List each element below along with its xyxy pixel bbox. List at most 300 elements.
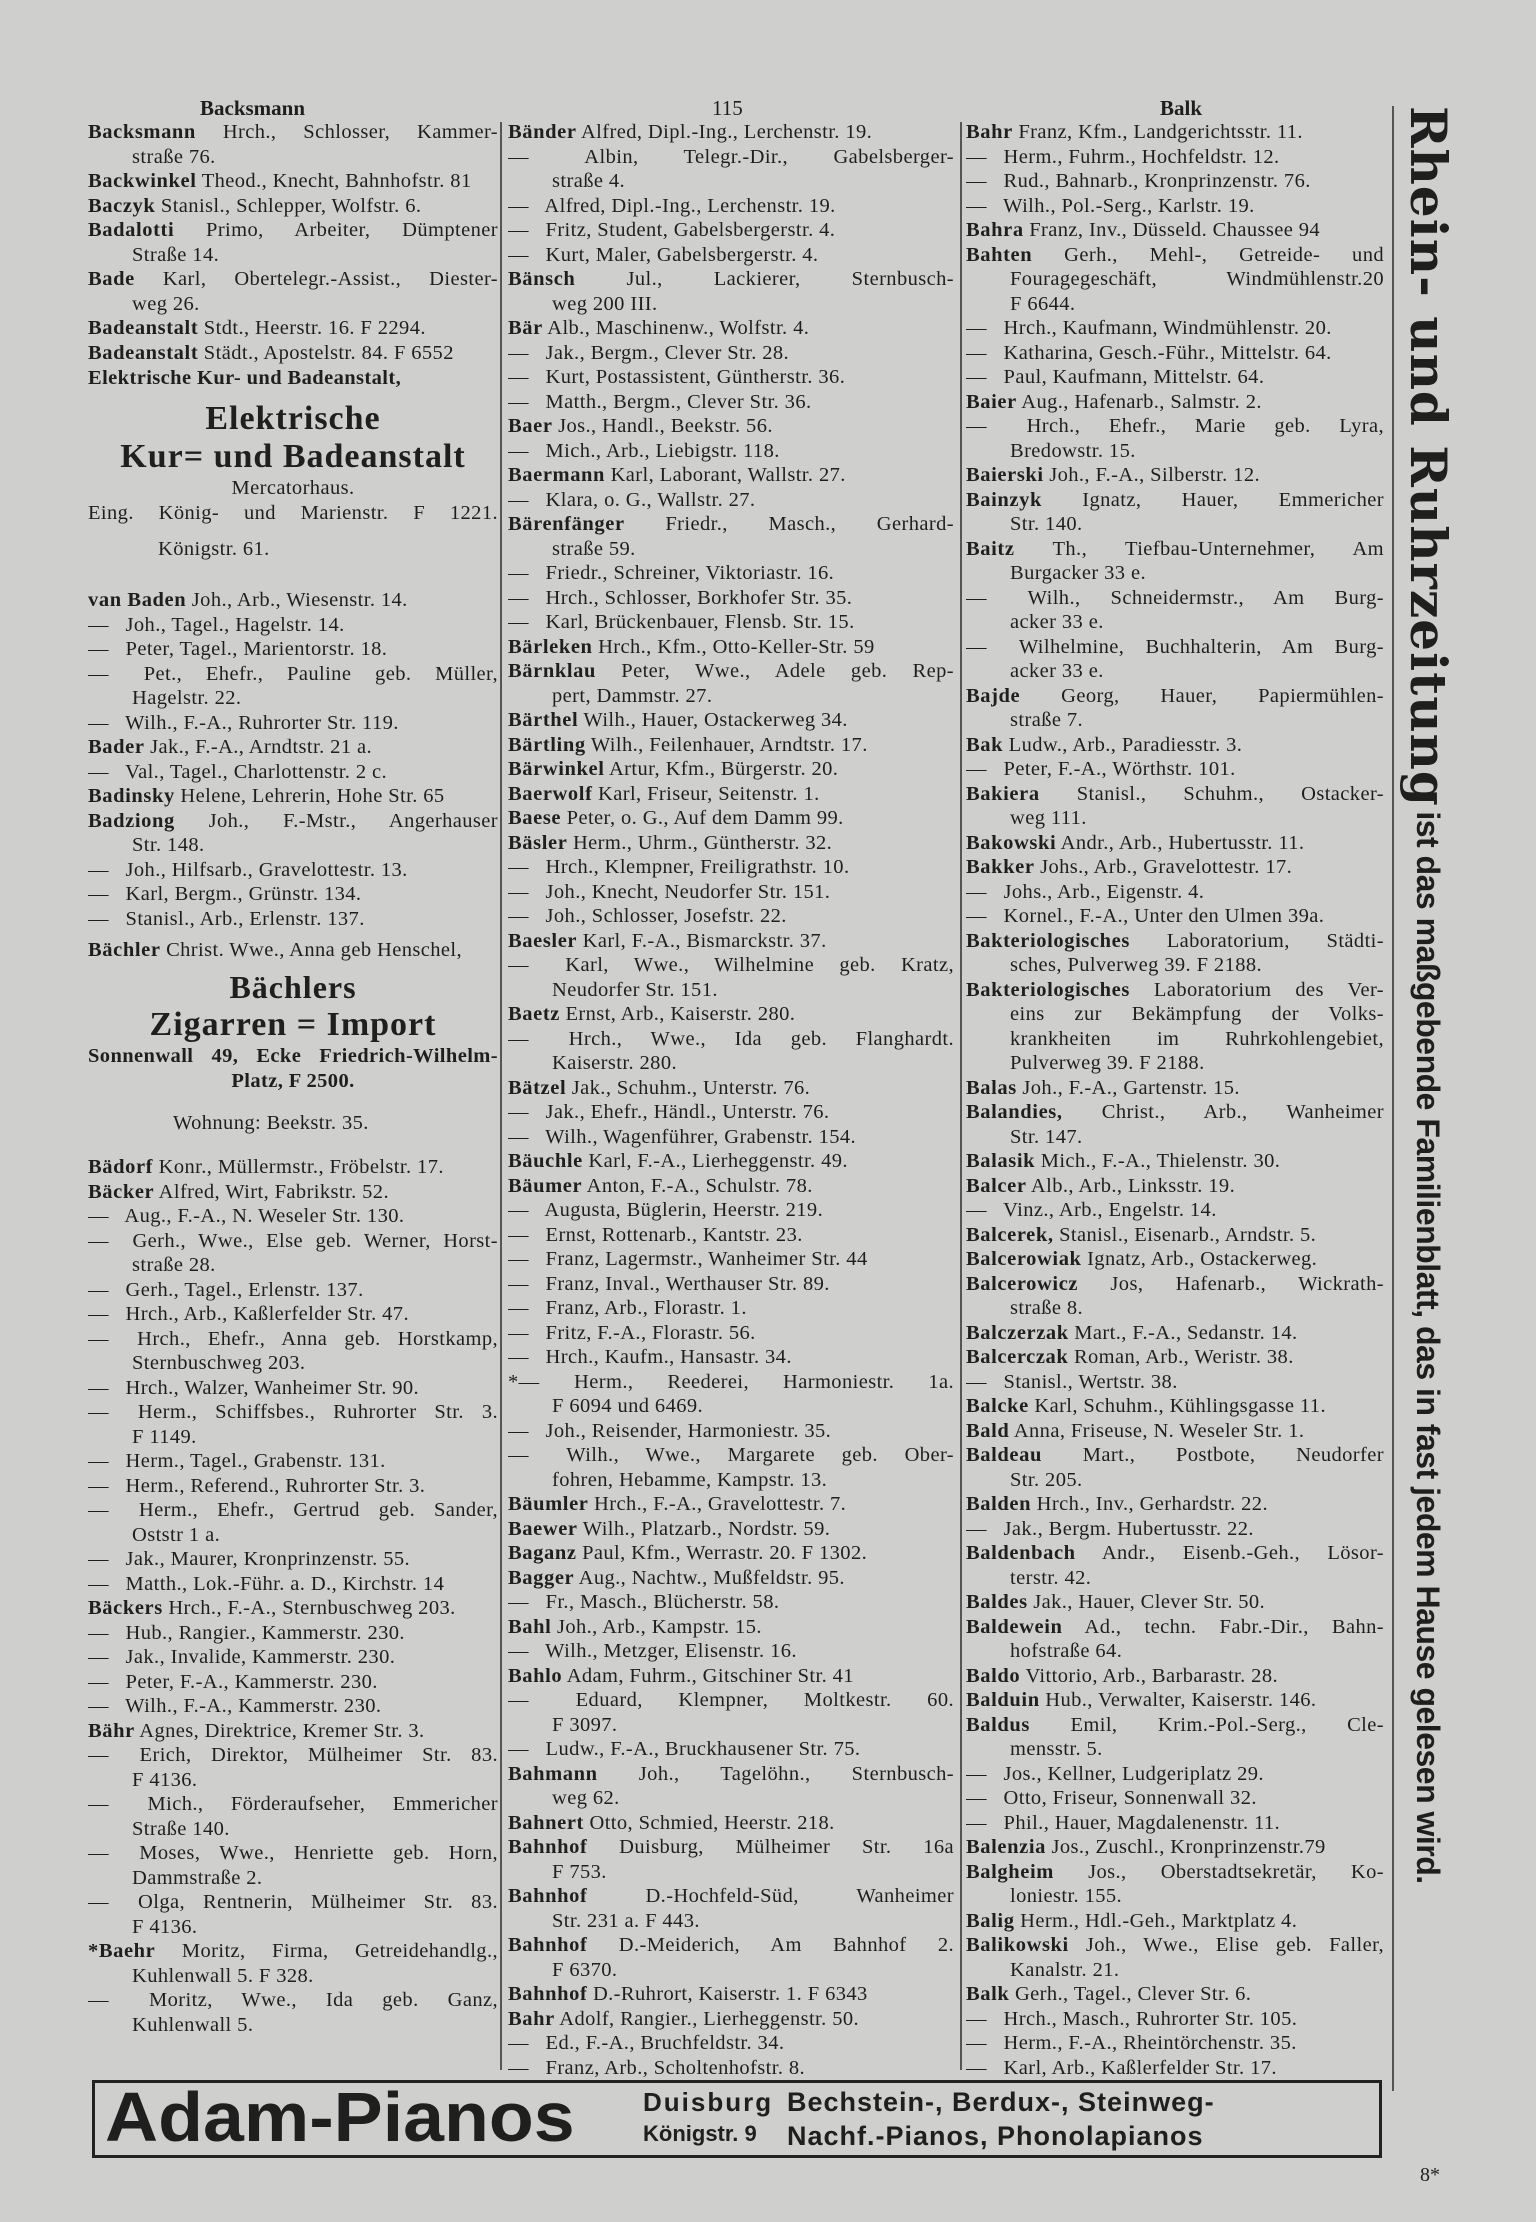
directory-entry bbox=[508, 194, 954, 219]
entry-line bbox=[508, 1811, 954, 1836]
directory-entry bbox=[88, 341, 498, 366]
directory-entry bbox=[966, 684, 1384, 733]
entry-text: F 3097. bbox=[552, 1713, 618, 1736]
ditto-dash: — bbox=[88, 1572, 109, 1595]
entry-text: Mart., F.-A., Sedanstr. 14. bbox=[1074, 1321, 1298, 1344]
entry-line bbox=[966, 708, 1384, 733]
entry-line bbox=[88, 1547, 498, 1572]
entry-name: Bärtling bbox=[508, 733, 586, 756]
entry-line bbox=[966, 1884, 1384, 1909]
directory-entry bbox=[508, 1835, 954, 1884]
ditto-dash: — bbox=[508, 1738, 529, 1760]
ditto-dash: — bbox=[508, 1223, 529, 1246]
entry-text: Fritz, Student, Gabelsbergerstr. 4. bbox=[545, 219, 836, 241]
entry-text: Stanisl., Wertstr. 38. bbox=[1003, 1370, 1178, 1393]
entry-line bbox=[966, 1468, 1384, 1493]
entry-line bbox=[508, 365, 954, 390]
entry-line bbox=[966, 2031, 1384, 2056]
entry-line bbox=[966, 1737, 1384, 1762]
entry-text: Wilh., Hauer, Ostackerweg 34. bbox=[583, 709, 848, 731]
directory-entry bbox=[966, 2031, 1384, 2056]
entry-line bbox=[508, 1174, 954, 1199]
directory-entry bbox=[508, 1223, 954, 1248]
entry-line bbox=[508, 1419, 954, 1444]
entry-text: F 753. bbox=[552, 1860, 607, 1883]
entry-text: Karl, Bergm., Grünstr. 134. bbox=[125, 883, 362, 905]
ditto-dash: — bbox=[508, 1444, 529, 1466]
entry-text: D.-Meiderich, Am Bahnhof 2. bbox=[618, 1934, 954, 1956]
entry-text: Theod., Knecht, Bahnhofstr. 81 bbox=[201, 170, 472, 192]
ditto-dash: — bbox=[88, 1229, 109, 1252]
entry-name: Baer bbox=[508, 415, 553, 437]
directory-entry bbox=[88, 1204, 498, 1229]
entry-name: Bärthel bbox=[508, 709, 579, 731]
entry-text: Jos., Oberstadtsekretär, Ko- bbox=[1088, 1860, 1384, 1883]
entry-text: Franz, Arb., Scholtenhofstr. 8. bbox=[545, 2056, 806, 2079]
directory-entry bbox=[508, 488, 954, 513]
directory-entry bbox=[966, 1223, 1384, 1248]
entry-line bbox=[88, 1964, 498, 1989]
entry-text: Wilh., F.-A., Kammerstr. 230. bbox=[125, 1695, 382, 1717]
column-2 bbox=[508, 120, 954, 2080]
entry-line bbox=[966, 929, 1384, 954]
directory-entry bbox=[508, 904, 954, 929]
entry-line bbox=[508, 1468, 954, 1493]
ditto-dash: — bbox=[88, 1695, 109, 1717]
entry-line bbox=[88, 1376, 498, 1401]
entry-text: Otto, Friseur, Sonnenwall 32. bbox=[1003, 1787, 1257, 1809]
directory-entry bbox=[508, 659, 954, 708]
entry-name: Bärenfänger bbox=[508, 513, 625, 535]
entry-text: Duisburg, Mülheimer Str. 16a bbox=[619, 1836, 954, 1858]
entry-line bbox=[966, 806, 1384, 831]
entry-line bbox=[88, 267, 498, 292]
directory-entry bbox=[966, 537, 1384, 586]
entry-text: Dammstraße 2. bbox=[132, 1866, 263, 1889]
entry-line bbox=[966, 635, 1384, 660]
directory-entry bbox=[88, 1180, 498, 1205]
entry-text: Hrch., Ehefr., Marie geb. Lyra, bbox=[1026, 415, 1384, 437]
entry-line bbox=[508, 635, 954, 660]
ditto-dash: — bbox=[508, 1248, 529, 1270]
entry-text: Alfred, Dipl.-Ing., Lerchenstr. 19. bbox=[544, 194, 836, 217]
ditto-dash: — bbox=[88, 1450, 109, 1472]
entry-line bbox=[966, 733, 1384, 758]
ditto-dash: — bbox=[88, 1376, 109, 1399]
entry-name: Bak bbox=[966, 733, 1004, 756]
entry-line bbox=[508, 1639, 954, 1664]
directory-entry bbox=[508, 1443, 954, 1492]
entry-line bbox=[508, 1002, 954, 1027]
directory-entry bbox=[508, 1247, 954, 1272]
entry-text: Wilh., Metzger, Elisenstr. 16. bbox=[545, 1640, 797, 1662]
advert-address: Sonnenwall 49, Ecke Friedrich-Wilhelm- bbox=[88, 1045, 498, 1067]
directory-entry bbox=[508, 1419, 954, 1444]
entry-text: krankheiten im Ruhrkohlengebiet, bbox=[1010, 1027, 1384, 1050]
entry-text: Emil, Krim.-Pol.-Serg., Cle- bbox=[1070, 1713, 1384, 1736]
directory-entry bbox=[88, 809, 498, 858]
ditto-dash: — bbox=[966, 366, 987, 388]
entry-line bbox=[88, 1890, 498, 1915]
entry-text: Neudorfer Str. 151. bbox=[552, 978, 718, 1001]
directory-entry bbox=[966, 1149, 1384, 1174]
entry-text: Mich., Arb., Liebigstr. 118. bbox=[545, 439, 780, 462]
entry-name: Baldes bbox=[966, 1591, 1028, 1613]
entry-line bbox=[88, 1523, 498, 1548]
entry-text: Hrch., Kaufmann, Windmühlenstr. 20. bbox=[1003, 317, 1332, 339]
entry-line bbox=[508, 341, 954, 366]
entry-name: Bader bbox=[88, 736, 145, 758]
ditto-dash: — bbox=[966, 194, 987, 217]
entry-line bbox=[966, 2007, 1384, 2032]
ditto-dash: — bbox=[966, 880, 987, 903]
entry-text: Joh., F.-A., Silberstr. 12. bbox=[1049, 464, 1260, 486]
entry-line bbox=[508, 1345, 954, 1370]
entry-text: Fr., Masch., Blücherstr. 58. bbox=[545, 1591, 780, 1613]
directory-entry bbox=[508, 243, 954, 268]
entry-text: Jak., Maurer, Kronprinzenstr. 55. bbox=[125, 1548, 411, 1570]
entry-line bbox=[966, 439, 1384, 464]
entry-name: Bahlo bbox=[508, 1664, 563, 1687]
entry-name: Bänsch bbox=[508, 268, 576, 290]
entry-line bbox=[88, 858, 498, 883]
entry-text: Ludw., F.-A., Bruckhausener Str. 75. bbox=[545, 1738, 861, 1760]
entry-text: Karl, F.-A., Lierheggenstr. 49. bbox=[588, 1150, 848, 1172]
entry-text: Alfred, Dipl.-Ing., Lerchenstr. 19. bbox=[580, 121, 873, 143]
entry-line bbox=[508, 1884, 954, 1909]
column-1-part-3 bbox=[88, 1155, 498, 2037]
entry-line bbox=[966, 120, 1384, 145]
entry-text: Aug., Nachtw., Mußfeldstr. 95. bbox=[578, 1566, 845, 1589]
entry-line bbox=[508, 218, 954, 243]
entry-name: Bätzel bbox=[508, 1076, 567, 1099]
entry-line bbox=[508, 708, 954, 733]
entry-text: Karl, Arb., Kaßlerfelder Str. 17. bbox=[1003, 2056, 1277, 2079]
entry-line bbox=[88, 2013, 498, 2038]
entry-line bbox=[966, 1394, 1384, 1419]
entry-line bbox=[88, 1768, 498, 1793]
entry-line bbox=[966, 1664, 1384, 1689]
entry-text: Friedr., Schreiner, Viktoriastr. 16. bbox=[545, 562, 835, 584]
entry-line bbox=[508, 659, 954, 684]
ditto-dash: — bbox=[508, 2032, 529, 2054]
directory-entry bbox=[508, 218, 954, 243]
entry-line bbox=[508, 1517, 954, 1542]
entry-line bbox=[966, 1051, 1384, 1076]
ditto-dash: — bbox=[88, 883, 109, 905]
entry-name: Balasik bbox=[966, 1150, 1036, 1172]
entry-name: Bäsler bbox=[508, 831, 568, 854]
directory-entry bbox=[508, 757, 954, 782]
entry-name: Balandies, bbox=[966, 1101, 1063, 1123]
entry-name: Balikowski bbox=[966, 1934, 1069, 1956]
entry-text: Kanalstr. 21. bbox=[1010, 1958, 1120, 1981]
entry-name: Badeanstalt bbox=[88, 341, 199, 364]
entry-text: Joh., Schlosser, Josefstr. 22. bbox=[545, 905, 787, 927]
entry-line bbox=[508, 1198, 954, 1223]
directory-entry bbox=[508, 831, 954, 856]
directory-entry bbox=[508, 145, 954, 194]
directory-entry bbox=[88, 735, 498, 760]
entry-text: Kaiserstr. 280. bbox=[552, 1052, 677, 1074]
entry-text: Jak., Invalide, Kammerstr. 230. bbox=[125, 1646, 396, 1668]
entry-text: Hrch., F.-A., Sternbuschweg 203. bbox=[168, 1597, 456, 1619]
entry-text: Hrch., Wwe., Ida geb. Flanghardt. bbox=[568, 1027, 954, 1050]
entry-line bbox=[508, 831, 954, 856]
entry-text: Herm., F.-A., Rheintörchenstr. 35. bbox=[1003, 2032, 1297, 2054]
ditto-dash: — bbox=[966, 1811, 987, 1834]
entry-text: Herm., Referend., Ruhrorter Str. 3. bbox=[125, 1474, 426, 1497]
entry-text: Andr., Eisenb.-Geh., Lösor- bbox=[1101, 1542, 1384, 1564]
directory-entry bbox=[508, 316, 954, 341]
entry-text: Christ. Wwe., Anna geb Henschel, bbox=[166, 939, 463, 961]
entry-text: Herm., Reederei, Harmoniestr. 1a. bbox=[574, 1370, 954, 1393]
notice-elektrische: Elektrische Kur- und Badeanstalt, bbox=[88, 367, 402, 389]
entry-text: Hrch., Inv., Gerhardstr. 22. bbox=[1036, 1493, 1268, 1515]
entry-line bbox=[508, 684, 954, 709]
entry-name: Bakiera bbox=[966, 782, 1040, 805]
directory-entry bbox=[966, 1615, 1384, 1664]
directory-entry bbox=[508, 806, 954, 831]
entry-text: Jul., Lackierer, Sternbusch- bbox=[626, 268, 954, 290]
entry-name: Balcerowicz bbox=[966, 1272, 1079, 1295]
directory-entry bbox=[966, 145, 1384, 170]
directory-entry bbox=[508, 1688, 954, 1737]
entry-text: Gerh., Mehl-, Getreide- und bbox=[1064, 243, 1384, 266]
directory-entry bbox=[966, 978, 1384, 1076]
entry-line bbox=[508, 880, 954, 905]
entry-name: Backsmann bbox=[88, 121, 196, 143]
directory-entry bbox=[966, 1100, 1384, 1149]
entry-name: Bärleken bbox=[508, 635, 593, 658]
ditto-dash: — bbox=[508, 390, 529, 413]
entry-text: Hrch., Kfm., Otto-Keller-Str. 59 bbox=[598, 635, 875, 658]
entry-text: Städt., Apostelstr. 84. F 6552 bbox=[203, 341, 454, 364]
directory-entry bbox=[508, 1933, 954, 1982]
entry-line bbox=[88, 1719, 498, 1744]
entry-line bbox=[88, 218, 498, 243]
entry-line bbox=[966, 1174, 1384, 1199]
advert-title: Kur= und Badeanstalt bbox=[120, 438, 466, 475]
entry-name: Bahmann bbox=[508, 1762, 598, 1785]
directory-entry bbox=[966, 414, 1384, 463]
entry-text: Str. 205. bbox=[1010, 1468, 1083, 1491]
entry-name: Bahl bbox=[508, 1615, 552, 1638]
ditto-dash: — bbox=[508, 562, 529, 584]
directory-entry bbox=[88, 1596, 498, 1621]
directory-entry bbox=[88, 1670, 498, 1695]
entry-line bbox=[88, 1939, 498, 1964]
entry-line bbox=[88, 1351, 498, 1376]
ditto-dash: — bbox=[966, 758, 987, 780]
entry-text: Agnes, Direktrice, Kremer Str. 3. bbox=[139, 1719, 425, 1742]
entry-line bbox=[508, 267, 954, 292]
entry-line bbox=[508, 463, 954, 488]
entry-text: Gerh., Tagel., Erlenstr. 137. bbox=[125, 1278, 364, 1301]
entry-text: Hub., Verwalter, Kaiserstr. 146. bbox=[1045, 1689, 1317, 1711]
entry-text: Ignatz, Hauer, Emmericher bbox=[1082, 488, 1384, 511]
entry-text: Moritz, Firma, Getreidehandlg., bbox=[181, 1940, 498, 1962]
directory-entry bbox=[508, 1149, 954, 1174]
directory-entry bbox=[966, 757, 1384, 782]
ditto-dash: — bbox=[966, 1199, 987, 1221]
directory-entry bbox=[508, 929, 954, 954]
advert-baechlers bbox=[88, 968, 498, 1136]
entry-name: Badeanstalt bbox=[88, 317, 199, 339]
entry-text: Val., Tagel., Charlottenstr. 2 c. bbox=[125, 760, 388, 783]
entry-line bbox=[966, 1321, 1384, 1346]
entry-text: D.-Hochfeld-Süd, Wanheimer bbox=[645, 1885, 954, 1907]
ditto-dash: — bbox=[88, 1670, 109, 1693]
entry-text: Hrch., Schlosser, Borkhofer Str. 35. bbox=[545, 586, 853, 609]
entry-text: Eduard, Klempner, Moltkestr. 60. bbox=[575, 1689, 954, 1711]
entry-name: Bärwinkel bbox=[508, 758, 605, 780]
entry-line bbox=[508, 1027, 954, 1052]
entry-name: Bahnert bbox=[508, 1811, 584, 1834]
ditto-dash: — bbox=[88, 711, 109, 734]
entry-line bbox=[966, 1198, 1384, 1223]
directory-entry bbox=[508, 1100, 954, 1125]
entry-line bbox=[88, 120, 498, 145]
entry-line bbox=[508, 904, 954, 929]
entry-text: Anton, F.-A., Schulstr. 78. bbox=[586, 1174, 813, 1197]
entry-line bbox=[966, 1370, 1384, 1395]
directory-entry bbox=[88, 1474, 498, 1499]
advert-home: Wohnung: Beekstr. 35. bbox=[173, 1112, 369, 1134]
entry-line bbox=[966, 1419, 1384, 1444]
entry-line bbox=[88, 1817, 498, 1842]
entry-text: Ignatz, Arb., Ostackerweg. bbox=[1087, 1248, 1318, 1270]
entry-text: Hrch., Schlosser, Kammer- bbox=[222, 121, 498, 143]
entry-line bbox=[88, 1180, 498, 1205]
entry-name: Balk bbox=[966, 1983, 1010, 2005]
entry-text: F 6094 und 6469. bbox=[552, 1395, 704, 1417]
directory-entry bbox=[88, 711, 498, 736]
entry-line bbox=[966, 1125, 1384, 1150]
directory-entry bbox=[966, 1370, 1384, 1395]
entry-line bbox=[88, 686, 498, 711]
entry-text: Karl, F.-A., Bismarckstr. 37. bbox=[582, 929, 827, 952]
directory-entry bbox=[508, 708, 954, 733]
entry-text: Matth., Bergm., Clever Str. 36. bbox=[545, 390, 812, 413]
ditto-dash: — bbox=[508, 1125, 529, 1148]
directory-entry bbox=[508, 1370, 954, 1419]
ditto-dash: — bbox=[88, 1278, 109, 1301]
ditto-dash: — bbox=[508, 1689, 529, 1711]
directory-entry bbox=[88, 1621, 498, 1646]
entry-line bbox=[88, 1792, 498, 1817]
directory-entry bbox=[88, 1498, 498, 1547]
directory-entry bbox=[88, 1719, 498, 1744]
entry-text: Franz, Inval., Werthauser Str. 89. bbox=[545, 1272, 830, 1295]
entry-text: hofstraße 64. bbox=[1010, 1640, 1123, 1662]
entry-text: Aug., Hafenarb., Salmstr. 2. bbox=[1021, 390, 1262, 413]
entry-line bbox=[508, 1786, 954, 1811]
ditto-dash: — bbox=[88, 1401, 109, 1423]
ditto-dash: — bbox=[508, 145, 529, 168]
entry-line bbox=[966, 1615, 1384, 1640]
entry-text: Hrch., Walzer, Wanheimer Str. 90. bbox=[125, 1376, 420, 1399]
entry-line bbox=[966, 684, 1384, 709]
entry-line bbox=[966, 316, 1384, 341]
entry-text: Helene, Lehrerin, Hohe Str. 65 bbox=[180, 785, 445, 807]
entry-line bbox=[966, 169, 1384, 194]
entry-line bbox=[88, 1204, 498, 1229]
entry-line bbox=[508, 120, 954, 145]
directory-entry bbox=[966, 880, 1384, 905]
notice-baechler bbox=[88, 938, 498, 963]
entry-line bbox=[88, 1645, 498, 1670]
entry-text: Moritz, Wwe., Ida geb. Ganz, bbox=[149, 1989, 498, 2011]
ditto-dash: — bbox=[966, 905, 987, 927]
entry-line bbox=[966, 1909, 1384, 1934]
entry-text: Matth., Lok.-Führ. a. D., Kirchstr. 14 bbox=[125, 1572, 445, 1595]
entry-text: pert, Dammstr. 27. bbox=[552, 684, 713, 707]
entry-line bbox=[966, 1566, 1384, 1591]
entry-name: Bär bbox=[508, 317, 543, 339]
directory-entry bbox=[966, 1933, 1384, 1982]
entry-text: straße 76. bbox=[132, 145, 216, 168]
entry-text: Friedr., Masch., Gerhard- bbox=[665, 513, 954, 535]
entry-line bbox=[88, 1915, 498, 1940]
directory-entry bbox=[966, 1590, 1384, 1615]
entry-text: Joh., Arb., Wiesenstr. 14. bbox=[191, 589, 408, 611]
entry-text: Karl, Obertelegr.-Assist., Diester- bbox=[162, 268, 498, 290]
entry-text: acker 33 e. bbox=[1010, 660, 1104, 682]
entry-line bbox=[508, 1223, 954, 1248]
ditto-dash: — bbox=[88, 1474, 109, 1497]
advert-elektrische-kur bbox=[88, 400, 498, 562]
directory-entry bbox=[966, 782, 1384, 831]
entry-line bbox=[508, 610, 954, 635]
entry-line bbox=[508, 1076, 954, 1101]
entry-line bbox=[966, 782, 1384, 807]
entry-text: Gerh., Tagel., Clever Str. 6. bbox=[1014, 1983, 1252, 2005]
directory-entry bbox=[508, 733, 954, 758]
ditto-dash: — bbox=[508, 954, 529, 976]
entry-name: Bahr bbox=[508, 2007, 555, 2030]
entry-line bbox=[966, 610, 1384, 635]
directory-entry bbox=[88, 1449, 498, 1474]
entry-line bbox=[966, 1713, 1384, 1738]
entry-line bbox=[966, 1272, 1384, 1297]
directory-entry bbox=[966, 1419, 1384, 1444]
entry-line bbox=[508, 1615, 954, 1640]
entry-text: Klara, o. G., Wallstr. 27. bbox=[545, 488, 756, 511]
ditto-dash: — bbox=[508, 366, 529, 388]
directory-entry bbox=[966, 1762, 1384, 1787]
entry-text: Str. 140. bbox=[1010, 513, 1083, 535]
entry-line bbox=[88, 1253, 498, 1278]
entry-name: *Baehr bbox=[88, 1940, 156, 1962]
entry-text: Str. 147. bbox=[1010, 1125, 1083, 1148]
directory-entry bbox=[966, 218, 1384, 243]
directory-entry bbox=[966, 1835, 1384, 1860]
entry-text: Rud., Bahnarb., Kronprinzenstr. 76. bbox=[1003, 170, 1311, 192]
entry-line bbox=[966, 880, 1384, 905]
entry-text: Ed., F.-A., Bruchfeldstr. 34. bbox=[545, 2032, 785, 2054]
entry-text: Joh., Wwe., Elise geb. Faller, bbox=[1085, 1934, 1384, 1956]
directory-entry bbox=[508, 1076, 954, 1101]
entry-line bbox=[508, 1443, 954, 1468]
entry-line bbox=[508, 292, 954, 317]
entry-line bbox=[966, 1541, 1384, 1566]
entry-line bbox=[88, 1449, 498, 1474]
entry-line bbox=[966, 1002, 1384, 1027]
entry-text: F 4136. bbox=[132, 1915, 198, 1938]
ditto-dash: — bbox=[508, 1101, 529, 1123]
entry-line bbox=[88, 1474, 498, 1499]
